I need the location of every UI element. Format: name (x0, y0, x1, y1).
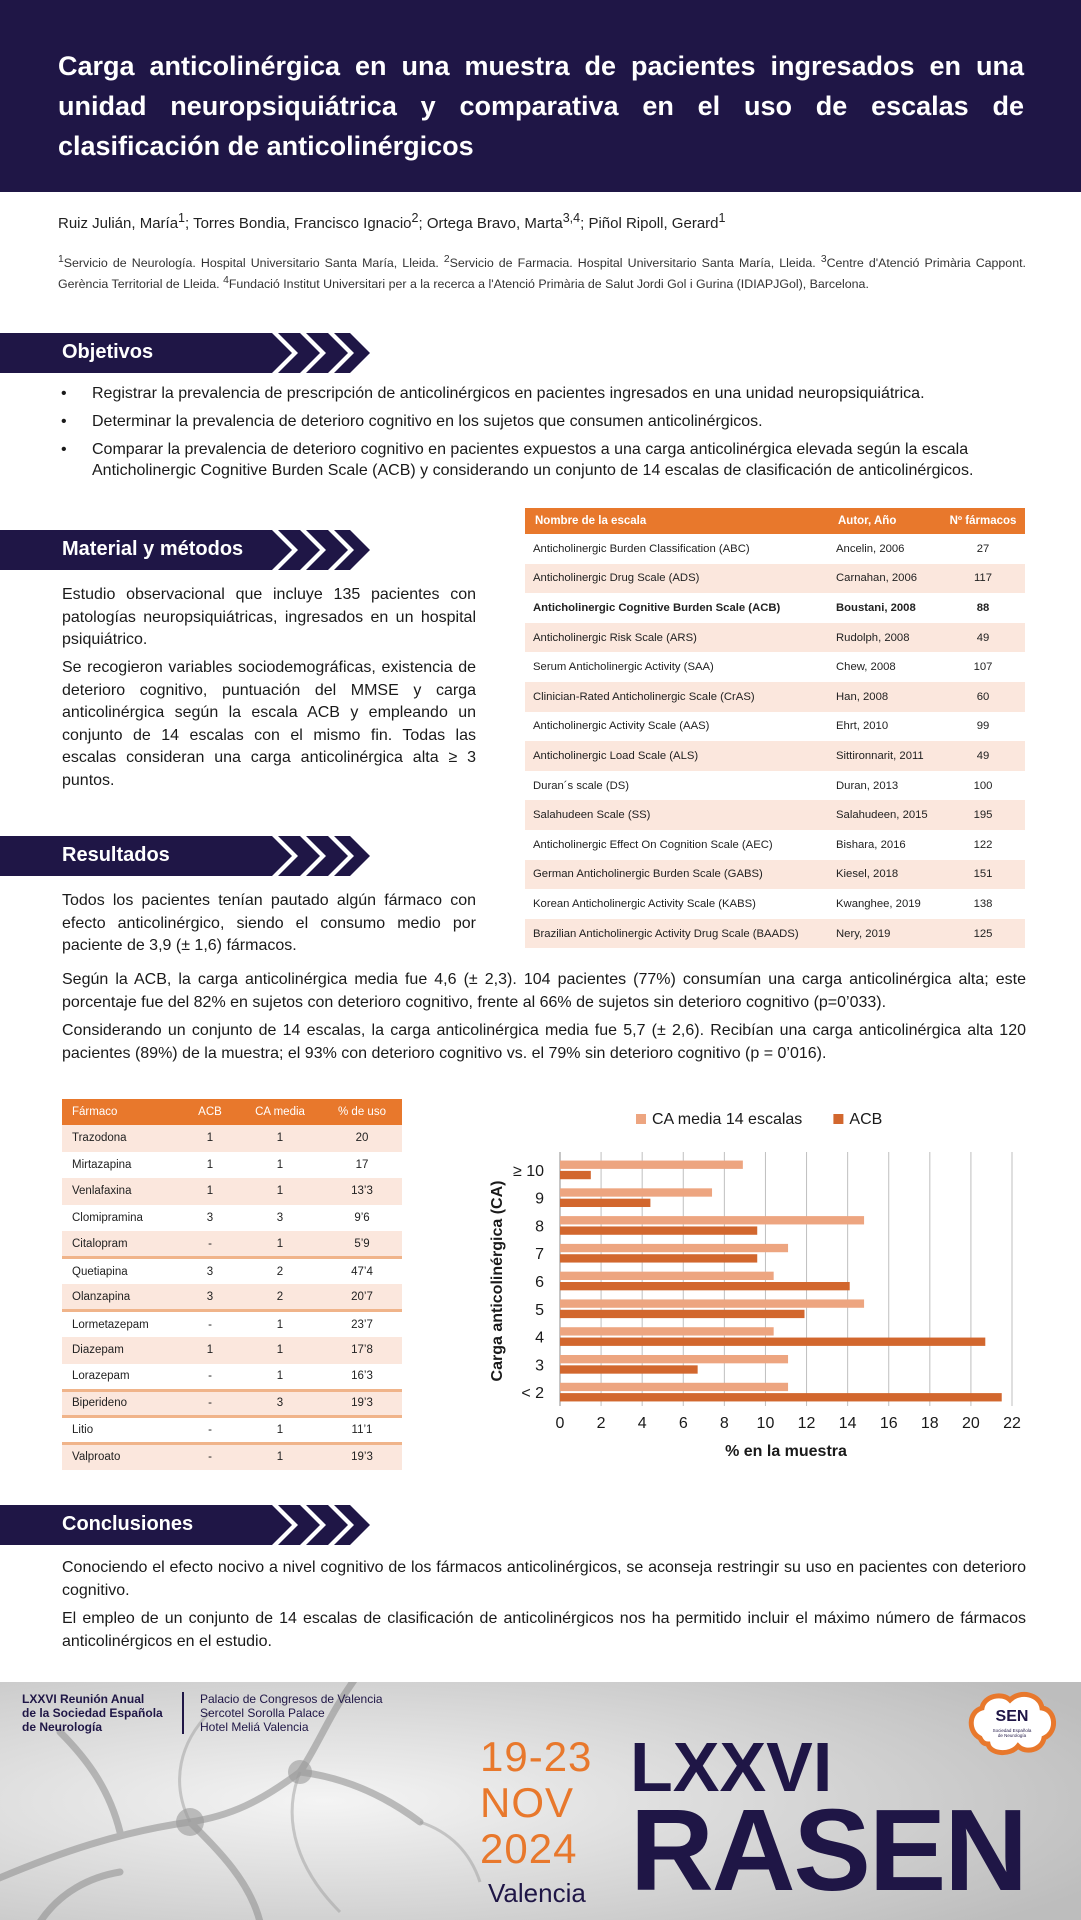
column-header: ACB (182, 1099, 238, 1125)
list-item: • Comparar la prevalencia de deterioro cognitivo en pacientes expuestos a una carga anticolinérgica elevada según la escala Anticholinergic Cognitive Burden Scale (ACB) y considerando un conjunto de 14 escalas de clasificación de anticolinérgicos. (58, 439, 1028, 481)
divider (182, 1692, 184, 1734)
table-row: Citalopram - 1 5’9 (62, 1231, 402, 1258)
event-dates: 19-23 NOV 2024 (480, 1733, 593, 1872)
bar-acb (560, 1393, 1002, 1401)
venue-list: Palacio de Congresos de Valencia Sercotel Sorolla Palace Hotel Meliá Valencia (200, 1692, 383, 1734)
y-tick-label: 9 (535, 1190, 544, 1208)
bar-acb (560, 1282, 850, 1290)
table-row: Valproato - 1 19’3 (62, 1443, 402, 1470)
list-item: • Determinar la prevalencia de deterioro cognitivo en los sujetos que consumen anticolinérgicos. (58, 411, 1028, 432)
conclusion-paragraph: El empleo de un conjunto de 14 escalas de clasificación de anticolinérgicos nos ha permitido incluir el máximo número de fármacos anticolinérgicos en el estudio. (62, 1610, 1026, 1650)
results-paragraph: Según la ACB, la carga anticolinérgica media fue 4,6 (± 2,3). 104 pacientes (77%) consumían una carga anticolinérgica alta; este porcentaje fue del 82% en sujetos con deterioro cognitivo, frente al 66% de sujetos sin deterioro cognitivo (p=0’033). (62, 971, 1026, 1011)
bar-acb (560, 1365, 698, 1373)
table-row: Brazilian Anticholinergic Activity Drug Scale (BAADS) Nery, 2019 125 (525, 919, 1025, 949)
objectives-list (58, 383, 1028, 488)
bar-chart (470, 1100, 1030, 1480)
x-tick-label: 8 (719, 1415, 729, 1432)
x-axis-label: % en la muestra (725, 1443, 847, 1460)
section-title: Material y métodos (62, 538, 244, 560)
legend-label: ACB (849, 1111, 883, 1128)
section-header-resultados (0, 836, 372, 876)
x-tick-label: 16 (879, 1415, 898, 1432)
column-header: % de uso (322, 1099, 402, 1125)
section-header-conclusiones (0, 1505, 372, 1545)
table-header-row (525, 508, 1025, 534)
column-header: Autor, Año (828, 508, 941, 534)
column-header: Nombre de la escala (525, 508, 828, 534)
section-title: Resultados (62, 844, 170, 866)
table-row: Anticholinergic Drug Scale (ADS) Carnahan, 2006 117 (525, 564, 1025, 594)
table-header-row (62, 1099, 402, 1125)
author: Ruiz Julián, María$^1$; (58, 211, 194, 232)
table-row: Olanzapina 3 2 20’7 (62, 1284, 402, 1311)
bar-ca-media (560, 1244, 788, 1252)
y-tick-label: 8 (535, 1218, 544, 1236)
table-row: Duran´s scale (DS) Duran, 2013 100 (533, 779, 993, 792)
results-paragraph: Todos los pacientes tenían pautado algún fármaco con efecto anticolinérgico, siendo el consumo medio por paciente de 3,9 (± 1,6) fármacos. (62, 892, 476, 954)
conclusion-paragraph: Conociendo el efecto nocivo a nivel cognitivo de los fármacos anticolinérgicos, se aconseja restringir su uso en pacientes con deterioro cognitivo. (62, 1559, 1026, 1599)
table-row: Clomipramina 3 3 9’6 (72, 1211, 370, 1224)
x-tick-label: 2 (596, 1415, 606, 1432)
bar-acb (560, 1226, 757, 1234)
author-list (58, 211, 1024, 232)
table-row: Biperideno - 3 19’3 (62, 1390, 402, 1417)
y-tick-label: 7 (535, 1246, 544, 1264)
title-banner (0, 0, 1081, 192)
affiliations: $^1$Servicio de Neurología. Hospital Universitario Santa María, Lleida. $^2$Servicio de Farmacia. Hospital Universitario Santa María, Lleida. $^3$Centre d'Atenció Primària Cappont. Gerència Territorial de Lleida. $^4$Fundació Institut Universitari per a la recerca a l'Atenció Primària de Salut Jordi Gol i Gurina (IDIAPJGol), Barcelona. (58, 254, 1026, 292)
author: Torres Bondia, Francisco Ignacio$^2$; (193, 211, 427, 232)
column-header: Fármaco (62, 1099, 182, 1125)
x-tick-label: 18 (920, 1415, 939, 1432)
column-header: Nº fármacos (941, 508, 1025, 534)
bar-ca-media (560, 1272, 774, 1280)
y-tick-label: 3 (535, 1357, 544, 1375)
legend-swatch (833, 1114, 843, 1124)
table-row: German Anticholinergic Burden Scale (GABS) Kiesel, 2018 151 (525, 860, 1025, 890)
table-row: Lormetazepam - 1 23’7 (62, 1311, 402, 1338)
list-item: • Registrar la prevalencia de prescripción de anticolinérgicos en pacientes ingresados en una unidad neuropsiquiátrica. (58, 383, 1028, 404)
x-tick-label: 10 (756, 1415, 775, 1432)
bar-acb (560, 1171, 591, 1179)
bar-acb (560, 1310, 804, 1318)
table-row: Quetiapina 3 2 47’4 (62, 1258, 402, 1285)
bar-ca-media (560, 1188, 712, 1196)
bar-ca-media (560, 1327, 774, 1335)
section-header-metodos (0, 530, 372, 570)
table-row: Korean Anticholinergic Activity Scale (KABS) Kwanghee, 2019 138 (533, 897, 993, 910)
drugs-table (62, 1099, 402, 1470)
table-row: Trazodona 1 1 20 (62, 1125, 402, 1152)
bar-ca-media (560, 1355, 788, 1363)
x-tick-label: 6 (678, 1415, 688, 1432)
bar-acb (560, 1338, 985, 1346)
y-tick-label: 4 (535, 1329, 544, 1347)
event-name: RASEN (630, 1785, 1027, 1915)
poster-title: Carga anticolinérgica en una muestra de pacientes ingresados en una unidad neuropsiquiátrica y comparativa en el uso de escalas de clasificación de anticolinérgicos (58, 51, 1024, 161)
bar-acb (560, 1199, 650, 1207)
table-row: Diazepam 1 1 17’8 (62, 1337, 402, 1364)
bar-acb (560, 1254, 757, 1262)
x-tick-label: 12 (797, 1415, 816, 1432)
y-tick-label: ≥ 10 (512, 1162, 544, 1180)
table-row: Mirtazapina 1 1 17 (72, 1158, 369, 1171)
scales-table (525, 508, 1025, 948)
results-paragraph: Considerando un conjunto de 14 escalas, la carga anticolinérgica media fue 5,7 (± 2,6). Recibían una carga anticolinérgica alta 120 pacientes (89%) de la muestra; el 93% con deterioro cognitivo vs. el 79% sin deterioro cognitivo (p = 0’016). (62, 1022, 1026, 1062)
section-header-objetivos (0, 333, 372, 373)
table-row: Anticholinergic Burden Classification (ABC) Ancelin, 2006 27 (533, 542, 990, 555)
table-row: Venlafaxina 1 1 13’3 (62, 1178, 402, 1205)
bar-ca-media (560, 1299, 864, 1307)
table-row: Anticholinergic Activity Scale (AAS) Ehrt, 2010 99 (533, 720, 990, 733)
x-tick-label: 4 (637, 1415, 647, 1432)
methods-paragraph: Estudio observacional que incluye 135 pacientes con patologías neuropsiquiátricas, ingresados en un hospital psiquiátrico. (62, 586, 476, 648)
legend-swatch (636, 1114, 646, 1124)
methods-paragraph: Se recogieron variables sociodemográficas, existencia de deterioro cognitivo, puntuación del MMSE y carga anticolinérgica según la escala ACB y empleando un conjunto de 14 escalas con el mismo fin. Todas las escalas consideran una carga anticolinérgica alta ≥ 3 puntos. (62, 659, 476, 789)
x-tick-label: 20 (962, 1415, 980, 1432)
table-row: Lorazepam - 1 16’3 (72, 1370, 373, 1382)
bar-ca-media (560, 1383, 788, 1391)
table-row: Serum Anticholinergic Activity (SAA) Chew, 2008 107 (533, 661, 993, 674)
y-tick-label: 5 (535, 1301, 544, 1319)
table-row: Anticholinergic Risk Scale (ARS) Rudolph, 2008 49 (525, 623, 1025, 653)
section-title: Conclusiones (62, 1513, 194, 1535)
table-row: Clinician-Rated Anticholinergic Scale (CrAS) Han, 2008 60 (525, 682, 1025, 712)
x-tick-label: 14 (838, 1415, 857, 1432)
column-header: CA media (238, 1099, 322, 1125)
author: Ortega Bravo, Marta$^{3,4}$; (426, 211, 589, 232)
x-tick-label: 0 (555, 1415, 565, 1432)
table-row: Salahudeen Scale (SS) Salahudeen, 2015 195 (525, 800, 1025, 830)
chevron-arrows-icon (0, 333, 372, 373)
bar-ca-media (560, 1161, 743, 1169)
section-title: Objetivos (62, 341, 154, 363)
x-tick-label: 22 (1003, 1415, 1021, 1432)
table-row: Anticholinergic Load Scale (ALS) Sittironnarit, 2011 49 (525, 741, 1025, 771)
legend-label: CA media 14 escalas (652, 1111, 803, 1128)
table-row-highlighted: Anticholinergic Cognitive Burden Scale (ACB) Boustani, 2008 88 (533, 601, 990, 614)
y-tick-label: 6 (535, 1274, 544, 1291)
meeting-name: LXXVI Reunión Anual de la Sociedad Española de Neurología (22, 1692, 163, 1734)
conference-footer (0, 1682, 1081, 1920)
event-number: LXXVI (630, 1728, 833, 1806)
table-row: Litio - 1 11’1 (62, 1417, 402, 1444)
sen-logo: SEN Sociedad Española de Neurología (966, 1688, 1058, 1762)
bar-ca-media (560, 1216, 864, 1224)
y-axis-label: Carga anticolinérgica (CA) (489, 1180, 506, 1382)
table-row: Anticholinergic Effect On Cognition Scale (AEC) Bishara, 2016 122 (533, 838, 993, 851)
chevron-arrows-icon (0, 836, 372, 876)
y-tick-label: < 2 (521, 1385, 544, 1403)
event-city: Valencia (488, 1878, 586, 1908)
author: Piñol Ripoll, Gerard$^1$ (588, 211, 726, 232)
